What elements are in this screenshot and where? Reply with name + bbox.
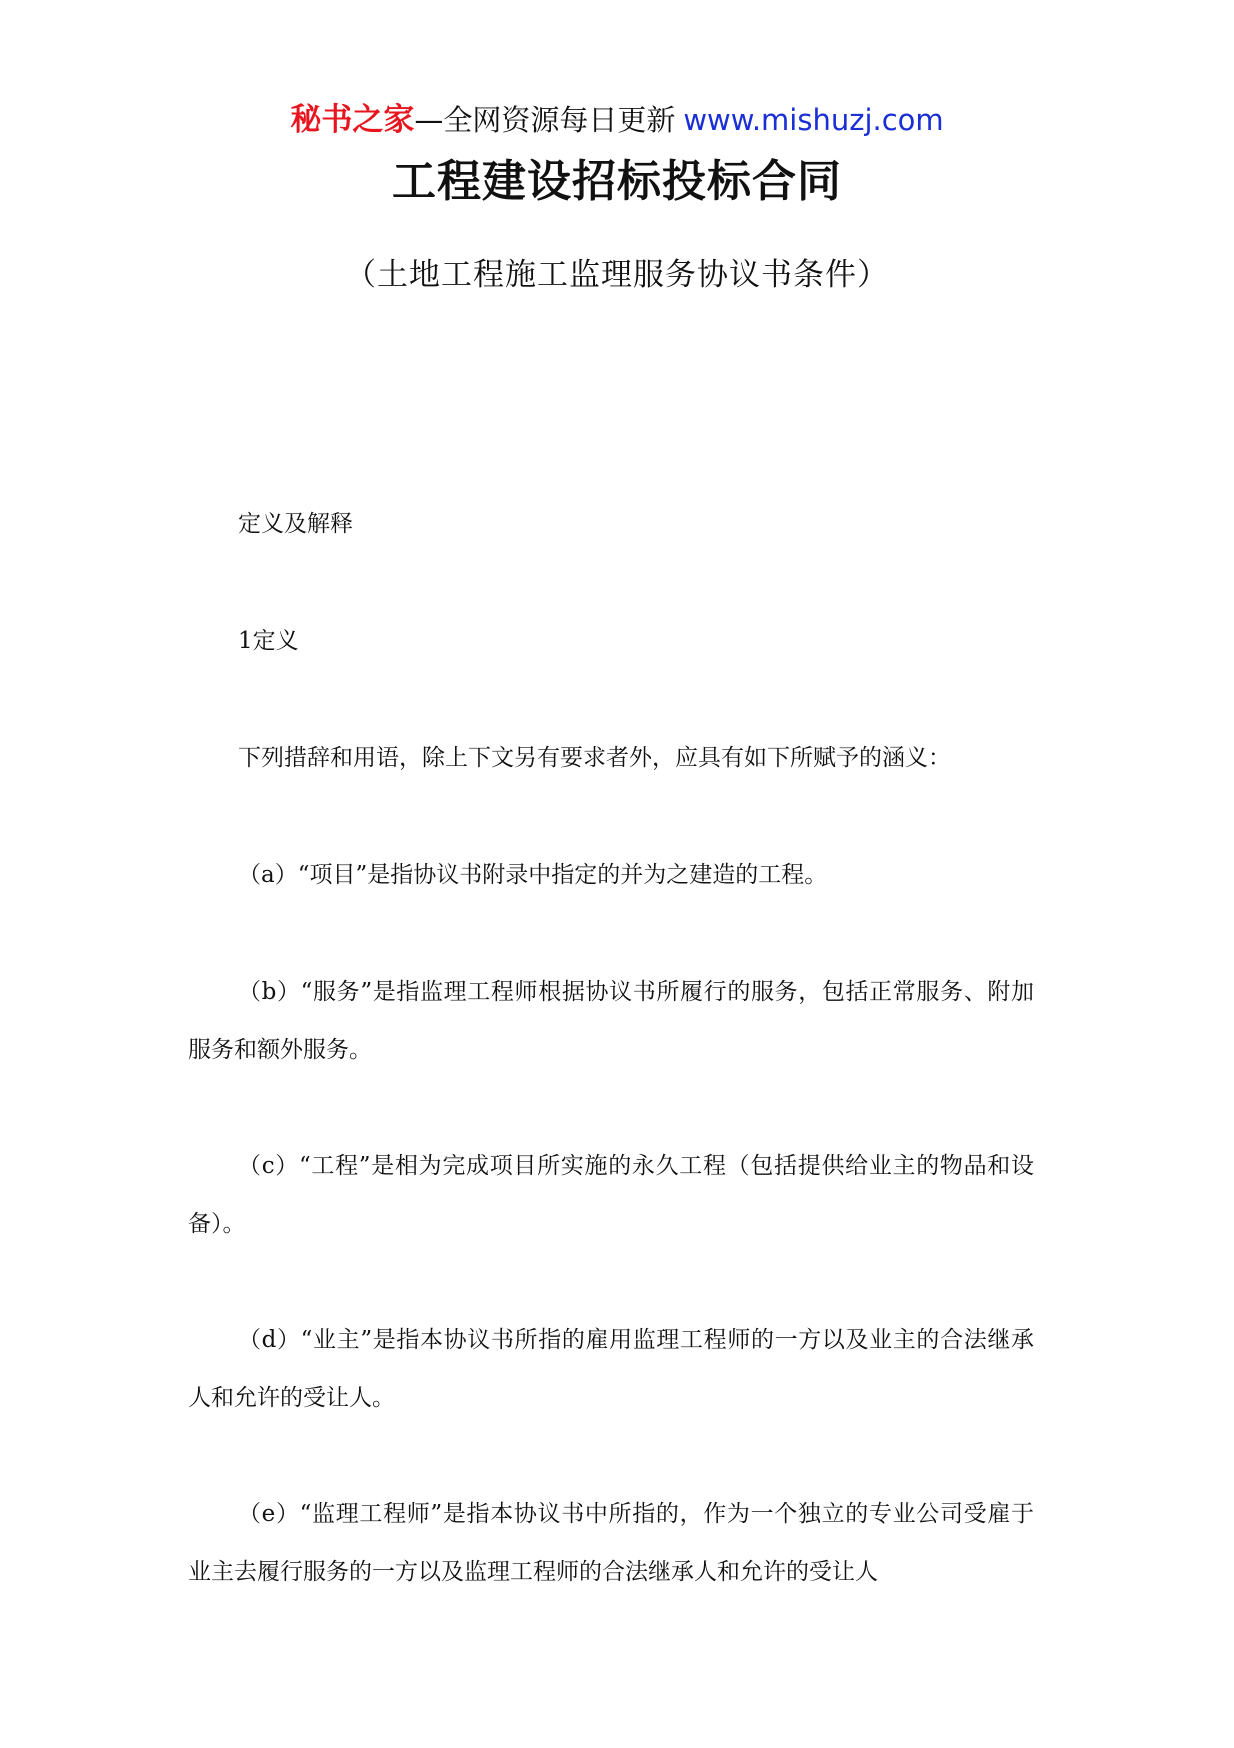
document-title: 工程建设招标投标合同 xyxy=(392,156,842,207)
document-body xyxy=(188,495,1034,1601)
definition-item: （d）“业主”是指本协议书所指的雇用监理工程师的一方以及业主的合法继承人和允许的受让人。 xyxy=(188,1327,1034,1411)
brand-name: 秘书之家 xyxy=(290,102,415,138)
definition-item: （a）“项目”是指协议书附录中指定的并为之建造的工程。 xyxy=(238,862,828,888)
definition-intro: 下列措辞和用语，除上下文另有要求者外，应具有如下所赋予的涵义： xyxy=(238,745,951,771)
definition-item: （b）“服务”是指监理工程师根据协议书所履行的服务，包括正常服务、附加服务和额外服务。 xyxy=(188,979,1034,1063)
definition-item: （c）“工程”是相为完成项目所实施的永久工程（包括提供给业主的物品和设备）。 xyxy=(188,1153,1034,1237)
site-url-link[interactable]: www.mishuzj.com xyxy=(683,103,944,137)
banner-tagline: —全网资源每日更新 xyxy=(414,103,676,137)
site-banner xyxy=(0,100,1234,140)
clause-heading: 1定义 xyxy=(238,628,299,654)
document-subtitle: （土地工程施工监理服务协议书条件） xyxy=(345,257,889,293)
section-heading: 定义及解释 xyxy=(238,511,353,537)
definition-item: （e）“监理工程师”是指本协议书中所指的，作为一个独立的专业公司受雇于业主去履行服务的一方以及监理工程师的合法继承人和允许的受让人 xyxy=(188,1501,1034,1585)
